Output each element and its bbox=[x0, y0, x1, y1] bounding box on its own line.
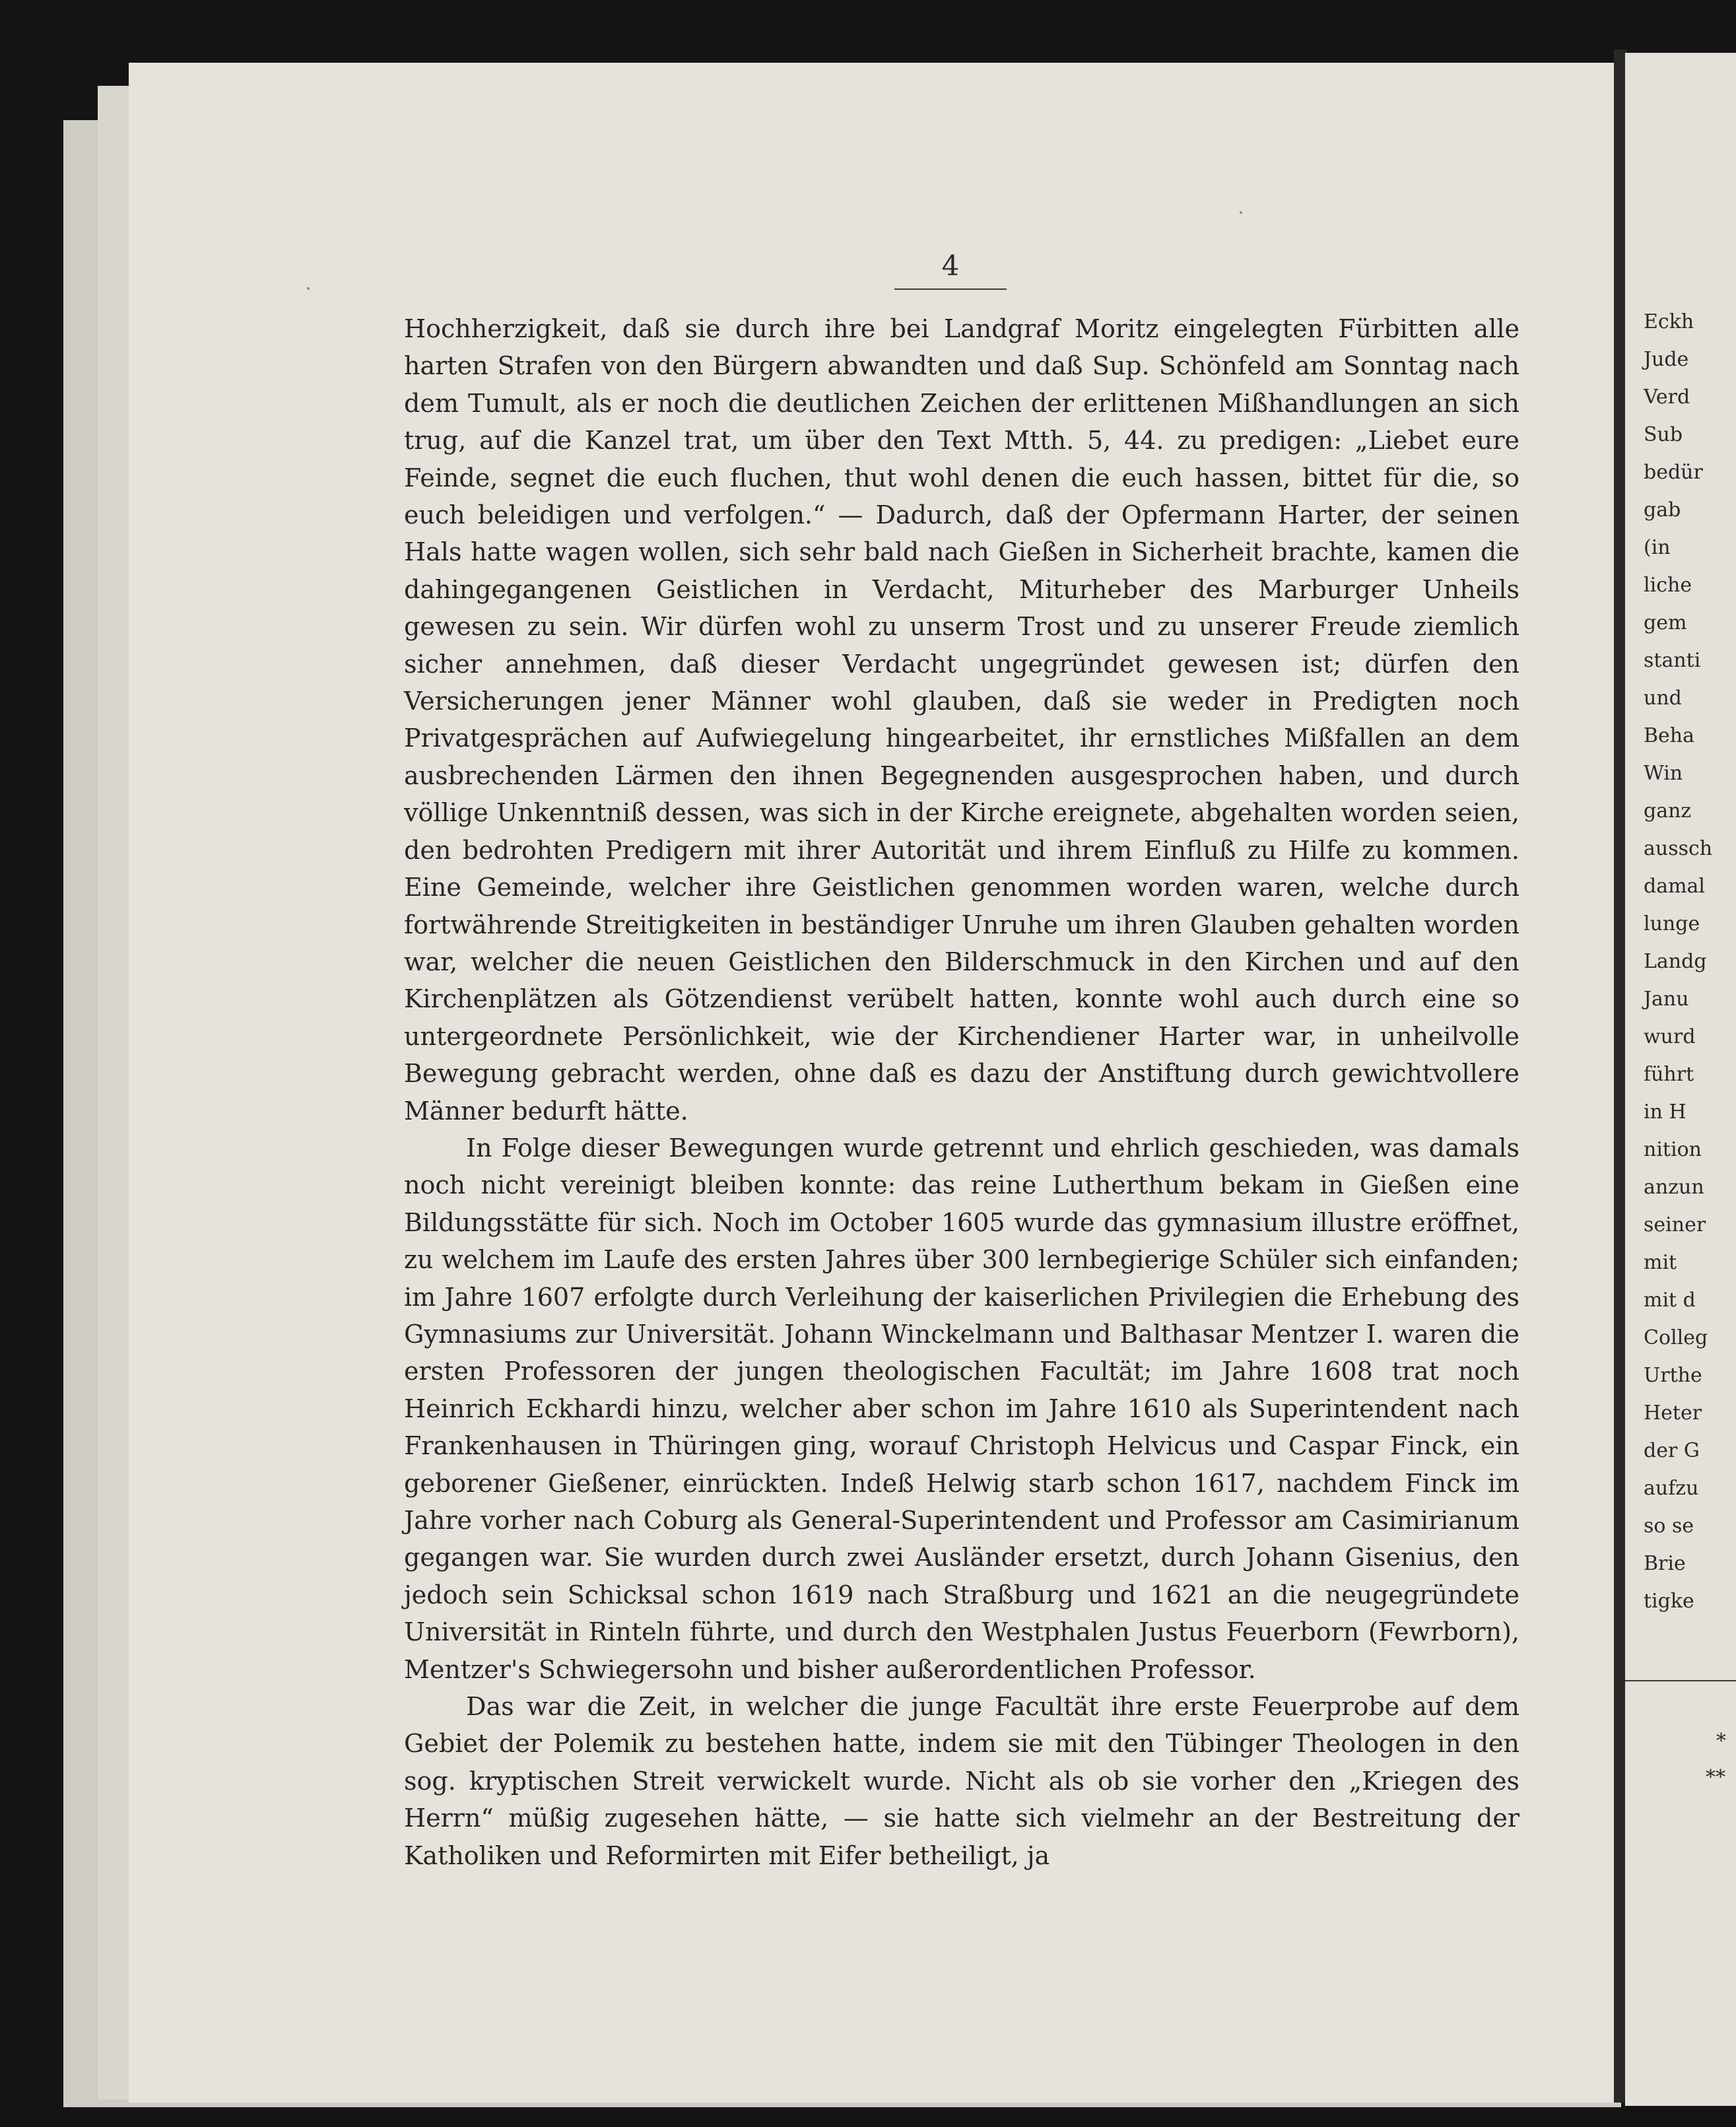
facing-page-fragment: anzun bbox=[1644, 1176, 1704, 1199]
facing-page-fragment: Beha bbox=[1644, 724, 1695, 747]
facing-page-fragment: mit bbox=[1644, 1251, 1677, 1274]
facing-page-fragment: mit d bbox=[1644, 1289, 1696, 1312]
paragraph: Hochherzigkeit, daß sie durch ihre bei Landgraf Moritz eingelegten Fürbitten alle harten Strafen von den Bürgern abwandten und daß Sup. Schönfeld am Sonntag nach dem Tumult, als er noch die deutlichen Zeichen der erlittenen Mißhandlungen an sich trug, auf die Kanzel trat, um über den Text Mtth. 5, 44. zu predigen: „Liebet eure Feinde, segnet die euch fluchen, thut wohl denen die euch hassen, bittet für die, so euch beleidigen und verfolgen.“ — Dadurch, daß der Opfermann Harter, der seinen Hals hatte wagen wollen, sich sehr bald nach Gießen in Sicherheit brachte, kamen die dahingegangenen Geistlichen in Verdacht, Miturheber des Marburger Unheils gewesen zu sein. Wir dürfen wohl zu unserm Trost und zu unserer Freude ziemlich sicher annehmen, daß dieser Verdacht ungegründet gewesen ist; dürfen den Versicherungen jener Männer wohl glauben, daß sie weder in Predigten noch Privatgesprächen auf Aufwiegelung hingearbeitet, ihr ernstliches Mißfallen an dem ausbrechenden Lärmen den ihnen Begegnenden ausgesprochen haben, und durch völlige Unkenntniß dessen, was sich in der Kirche ereignete, abgehalten worden seien, den bedrohten Predigern mit ihrer Autorität und ihrem Einfluß zu Hilfe zu kommen. Eine Gemeinde, welcher ihre Geistlichen genommen worden waren, welche durch fortwährende Streitigkeiten in beständiger Unruhe um ihren Glauben gehalten worden war, welcher die neuen Geistlichen den Bilderschmuck in den Kirchen und auf den Kirchenplätzen als Götzendienst verübelt hatten, konnte wohl auch durch eine so untergeordnete Persönlichkeit, wie der Kirchendiener Harter war, in unheilvolle Bewegung gebracht werden, ohne daß es dazu der Anstiftung durch gewichtvollere Männer bedurft hätte. bbox=[404, 314, 1519, 1126]
facing-page-fragment: damal bbox=[1644, 875, 1706, 898]
paper-speck bbox=[1240, 211, 1242, 214]
facing-page-fragment: führt bbox=[1644, 1063, 1694, 1086]
facing-page-fragment: Brie bbox=[1644, 1552, 1686, 1575]
facing-page-fragment: Janu bbox=[1644, 988, 1689, 1011]
facing-page-fragment: seiner bbox=[1644, 1213, 1706, 1236]
paragraph: Das war die Zeit, in welcher die junge Facultät ihre erste Feuerprobe auf dem Gebiet der Polemik zu bestehen hatte, indem sie mit den Tübinger Theologen in den sog. kryptischen Streit verwickelt wurde. Nicht als ob sie vorher den „Kriegen des Herrn“ müßig zugesehen hätte, — sie hatte sich vielmehr an der Bestreitung der Katholiken und Reformirten mit Eifer betheiligt, ja bbox=[404, 1692, 1519, 1870]
facing-page-fragment: Colleg bbox=[1644, 1326, 1708, 1349]
facing-page-fragment: Landg bbox=[1644, 950, 1707, 973]
facing-page-fragment: lunge bbox=[1644, 912, 1700, 935]
facing-page-fragment: liche bbox=[1644, 574, 1692, 597]
facing-page-fragment: aufzu bbox=[1644, 1477, 1699, 1500]
facing-page-fragment: gab bbox=[1644, 498, 1681, 522]
facing-page-fragment: Jude bbox=[1644, 348, 1689, 371]
footnote-mark: * bbox=[1716, 1730, 1726, 1753]
facing-page-fragment: so se bbox=[1644, 1514, 1694, 1537]
facing-page-fragment: Urthe bbox=[1644, 1364, 1702, 1387]
facing-page-fragment: aussch bbox=[1644, 837, 1713, 860]
facing-page-fragment: stanti bbox=[1644, 649, 1701, 672]
page-number-rule bbox=[894, 288, 1007, 290]
page-number: 4 bbox=[941, 250, 960, 282]
facing-page-fragment: Sub bbox=[1644, 423, 1683, 446]
paper-speck bbox=[307, 287, 310, 290]
body-text bbox=[404, 310, 1519, 1874]
facing-page-fragment: tigke bbox=[1644, 1590, 1694, 1613]
facing-page-fragment: gem bbox=[1644, 611, 1687, 634]
facing-page-footnote-rule bbox=[1625, 1680, 1736, 1681]
facing-page-fragment: und bbox=[1644, 687, 1682, 710]
facing-page-fragment: Win bbox=[1644, 762, 1683, 785]
facing-page-fragment: bedür bbox=[1644, 461, 1703, 484]
facing-page-fragment: wurd bbox=[1644, 1025, 1696, 1048]
facing-page-fragment: Heter bbox=[1644, 1401, 1702, 1425]
facing-page-fragment: ganz bbox=[1644, 799, 1692, 823]
facing-page-fragment: der G bbox=[1644, 1439, 1700, 1462]
facing-page-fragment: Eckh bbox=[1644, 310, 1694, 333]
facing-page-fragment: in H bbox=[1644, 1100, 1686, 1124]
facing-page-fragment: nition bbox=[1644, 1138, 1702, 1161]
paragraph: In Folge dieser Bewegungen wurde getrennt und ehrlich geschieden, was damals noch nicht vereinigt bleiben konnte: das reine Lutherthum bekam in Gießen eine Bildungsstätte für sich. Noch im October 1605 wurde das gymnasium illustre eröffnet, zu welchem im Laufe des ersten Jahres über 300 lernbegierige Schüler sich einfanden; im Jahre 1607 erfolgte durch Verleihung der kaiserlichen Privilegien die Erhebung des Gymnasiums zur Universität. Johann Winckelmann und Balthasar Mentzer I. waren die ersten Professoren der jungen theologischen Facultät; im Jahre 1608 trat noch Heinrich Eckhardi hinzu, welcher aber schon im Jahre 1610 als Superintendent nach Frankenhausen in Thüringen ging, worauf Christoph Helvicus und Caspar Finck, ein geborener Gießener, einrückten. Indeß Helwig starb schon 1617, nachdem Finck im Jahre vorher nach Coburg als General-Superintendent und Professor am Casimirianum gegangen war. Sie wurden durch zwei Ausländer ersetzt, durch Johann Gisenius, den jedoch sein Schicksal schon 1619 nach Straßburg und 1621 an die neugegründete Universität in Rinteln führte, und durch den Westphalen Justus Feuerborn (Fewrborn), Mentzer's Schwiegersohn und bisher außerordentlichen Professor. bbox=[404, 1133, 1519, 1684]
footnote-mark: ** bbox=[1706, 1766, 1725, 1789]
facing-page bbox=[1625, 53, 1736, 2106]
facing-page-fragment: (in bbox=[1644, 536, 1671, 559]
facing-page-fragment: Verd bbox=[1644, 386, 1690, 409]
